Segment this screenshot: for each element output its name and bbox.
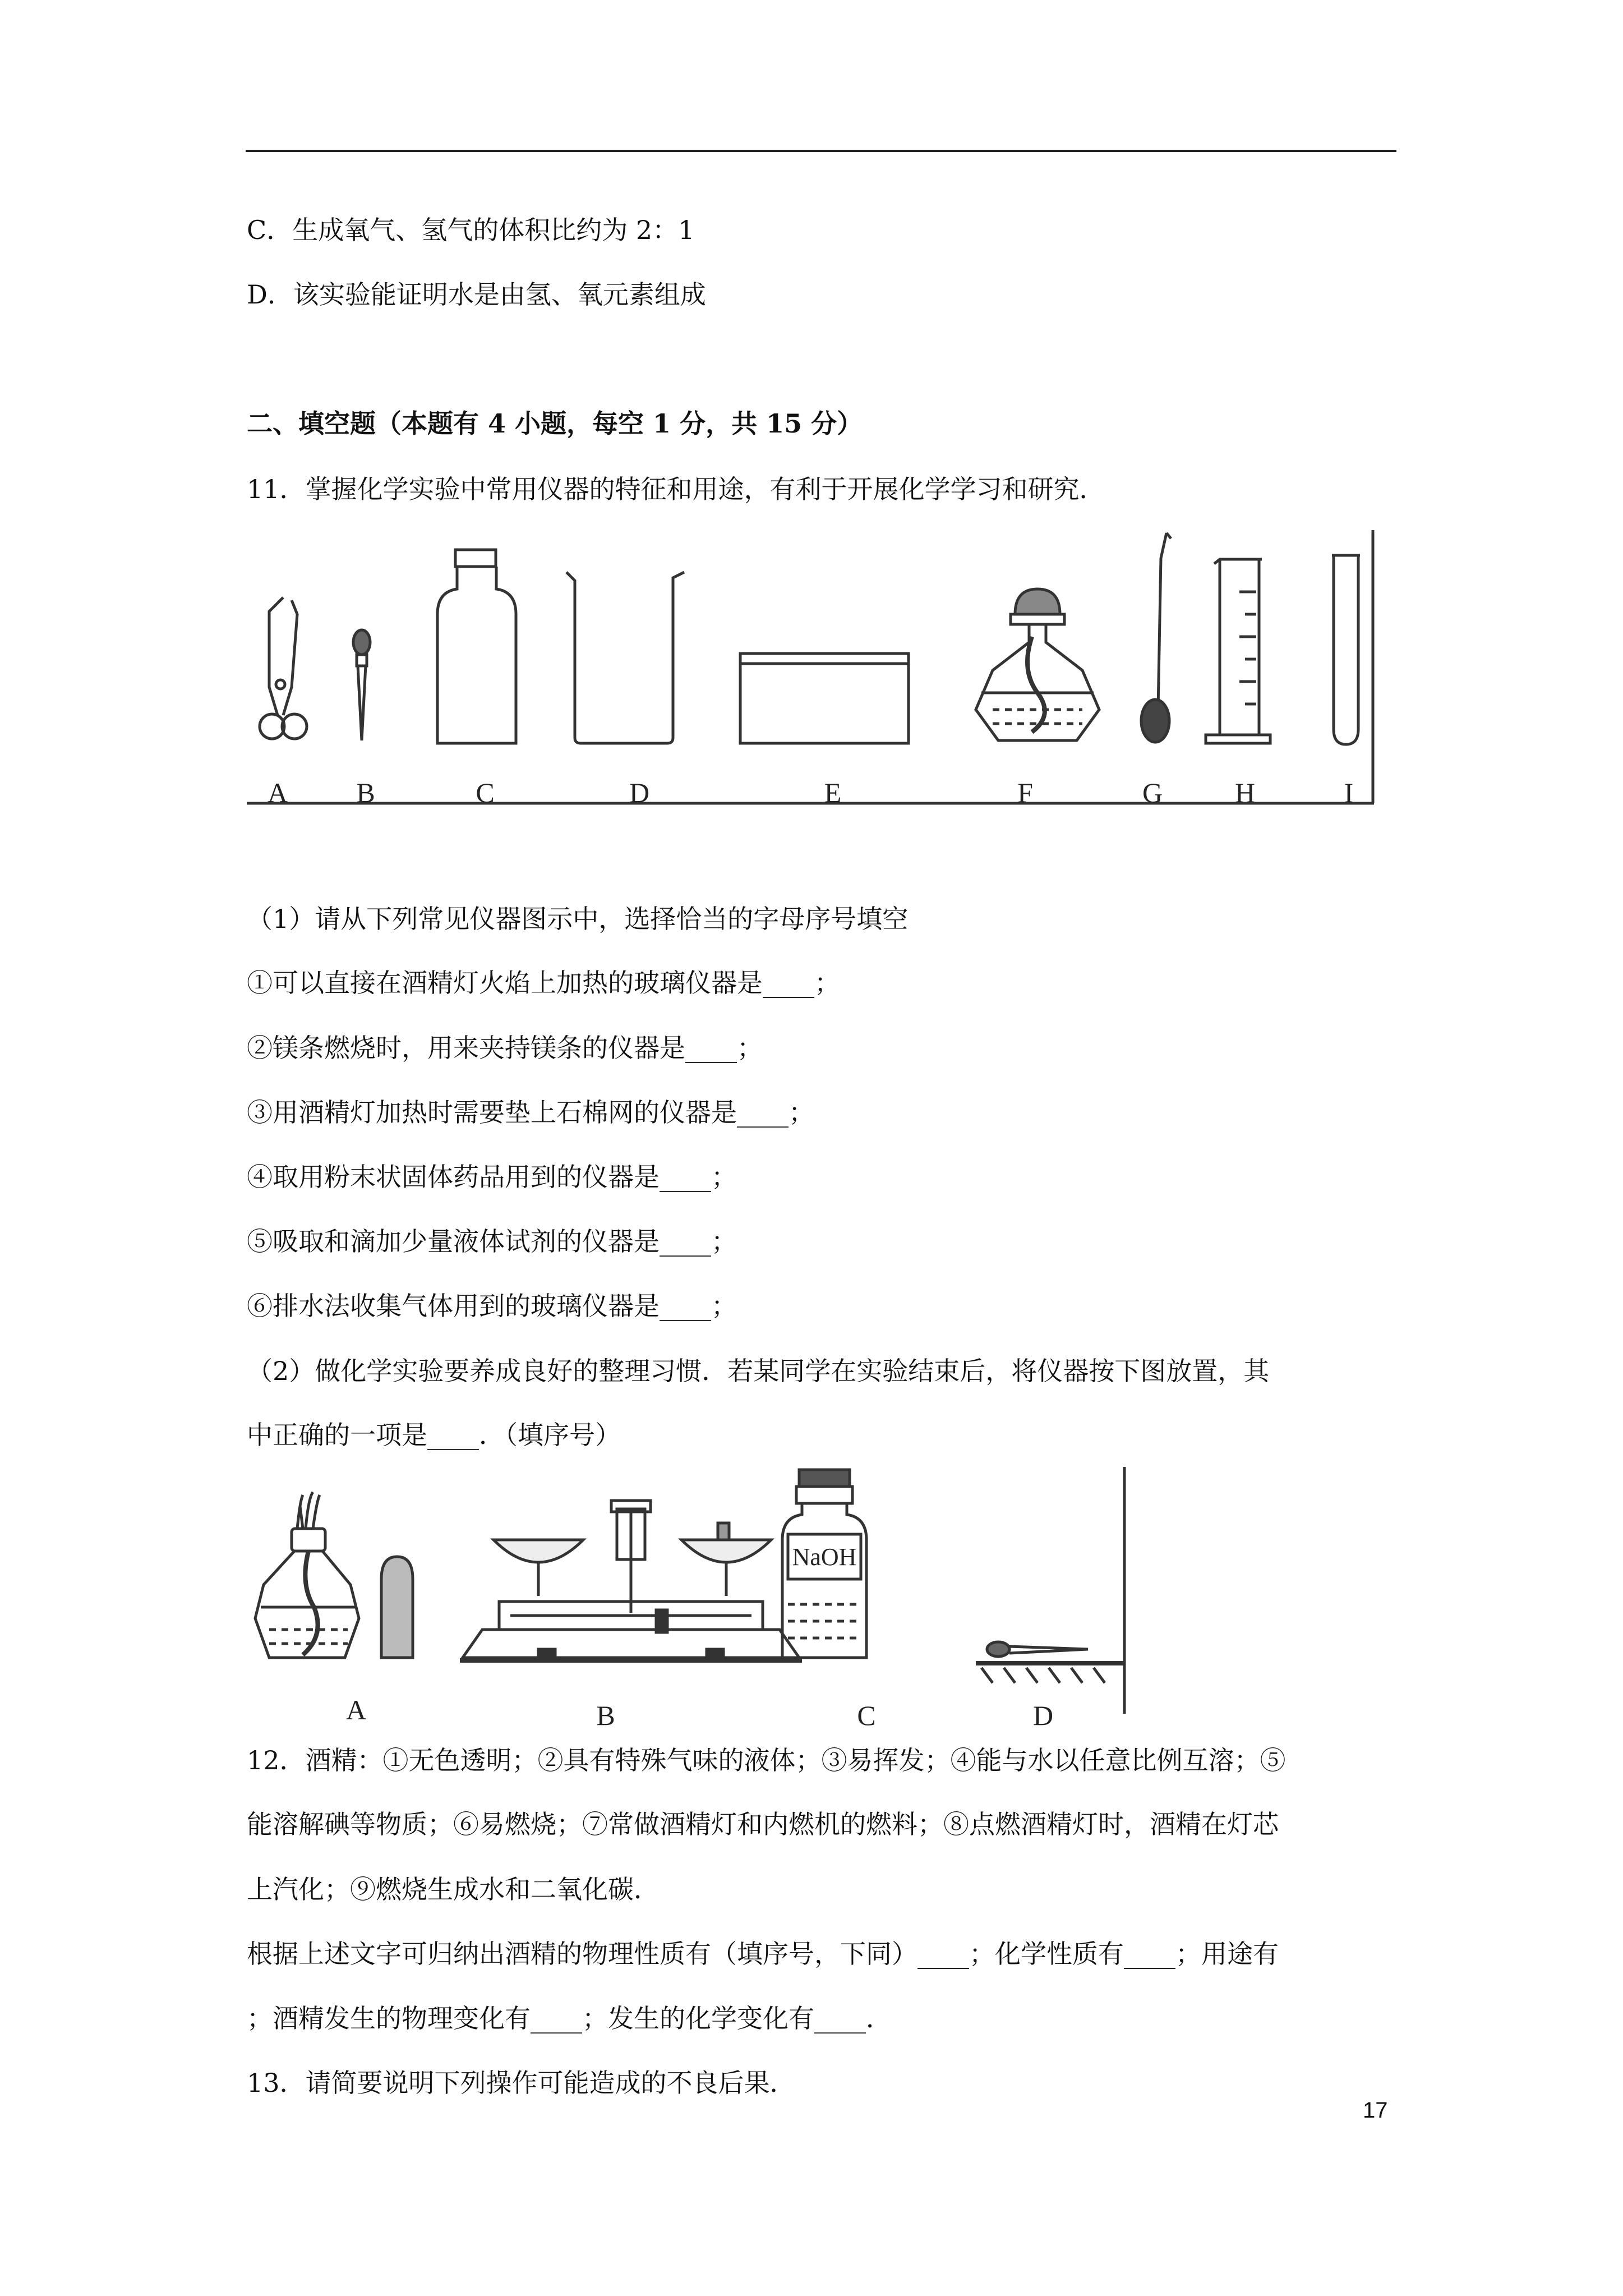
question-11-part-2-cont: 中正确的一项是____．（填序号） — [247, 1420, 621, 1450]
balance-icon — [460, 1501, 802, 1660]
page-number: 17 — [1363, 2098, 1388, 2123]
question-11-item-2: ②镁条燃烧时，用来夹持镁条的仪器是____； — [247, 1033, 763, 1063]
question-12-line-3: 上汽化；⑨燃烧生成水和二氧化碳． — [247, 1874, 660, 1904]
dropper-icon — [353, 630, 370, 740]
question-11-item-3: ③用酒精灯加热时需要垫上石棉网的仪器是____； — [247, 1097, 814, 1128]
label-e: E — [824, 777, 842, 808]
option-c: C．生成氧气、氢气的体积比约为 2：1 — [247, 215, 695, 245]
wide-mouth-bottle-icon — [437, 550, 516, 743]
graduated-cylinder-icon — [1206, 559, 1270, 743]
test-tube-icon — [1332, 555, 1360, 744]
header-rule — [246, 150, 1396, 152]
question-11-part-2: （2）做化学实验要养成良好的整理习惯．若某同学在实验结束后，将仪器按下图放置，其 — [247, 1356, 1270, 1386]
section-heading: 二、填空题（本题有 4 小题，每空 1 分，共 15 分） — [247, 408, 863, 439]
label-c: C — [476, 777, 495, 808]
label-i: I — [1344, 777, 1354, 808]
naoh-label: NaOH — [792, 1543, 857, 1571]
question-11-part-1: （1）请从下列常见仪器图示中，选择恰当的字母序号填空 — [247, 904, 909, 934]
label-b: B — [596, 1700, 615, 1731]
medicine-spoon-icon — [1141, 533, 1171, 742]
crucible-tongs-icon — [260, 597, 307, 739]
question-11: 11．掌握化学实验中常用仪器的特征和用途，有利于开展化学学习和研究． — [247, 474, 1105, 504]
question-12-line-1: 12．酒精：①无色透明；②具有特殊气味的液体；③易挥发；④能与水以任意比例互溶；⑤ — [247, 1745, 1286, 1775]
question-11-item-1: ①可以直接在酒精灯火焰上加热的玻璃仪器是____； — [247, 968, 840, 998]
label-a: A — [345, 1694, 367, 1726]
dropper-on-table-icon — [976, 1642, 1124, 1683]
label-d: D — [629, 777, 650, 808]
question-11-item-6: ⑥排水法收集气体用到的玻璃仪器是____； — [247, 1291, 737, 1321]
question-12-line-2: 能溶解碘等物质；⑥易燃烧；⑦常做酒精灯和内燃机的燃料；⑧点燃酒精灯时，酒精在灯芯 — [247, 1809, 1279, 1839]
question-11-item-4: ④取用粉末状固体药品用到的仪器是____； — [247, 1162, 737, 1192]
question-13: 13．请简要说明下列操作可能造成的不良后果． — [247, 2068, 796, 2098]
question-12-line-5: ；酒精发生的物理变化有____；发生的化学变化有____． — [247, 2003, 892, 2033]
label-b: B — [356, 777, 375, 808]
label-a: A — [267, 777, 288, 808]
question-11-item-5: ⑤吸取和滴加少量液体试剂的仪器是____； — [247, 1226, 737, 1257]
alcohol-lamp-icon — [255, 1492, 359, 1658]
label-d: D — [1032, 1700, 1054, 1731]
placement-labels — [346, 1694, 1053, 1731]
option-d: D．该实验能证明水是由氢、氧元素组成 — [247, 279, 706, 310]
label-c: C — [857, 1700, 876, 1731]
question-12-line-4: 根据上述文字可归纳出酒精的物理性质有（填序号，下同）____；化学性质有____；用途有 — [247, 1939, 1279, 1969]
alcohol-lamp-icon — [976, 589, 1099, 740]
lamp-cap-icon — [381, 1557, 413, 1658]
placement-figure — [247, 1467, 1133, 1731]
beaker-icon — [566, 572, 684, 743]
label-h: H — [1234, 777, 1256, 808]
label-f: F — [1017, 777, 1033, 808]
trough-icon — [740, 654, 909, 743]
instrument-figure — [247, 524, 1380, 816]
label-g: G — [1142, 777, 1163, 808]
